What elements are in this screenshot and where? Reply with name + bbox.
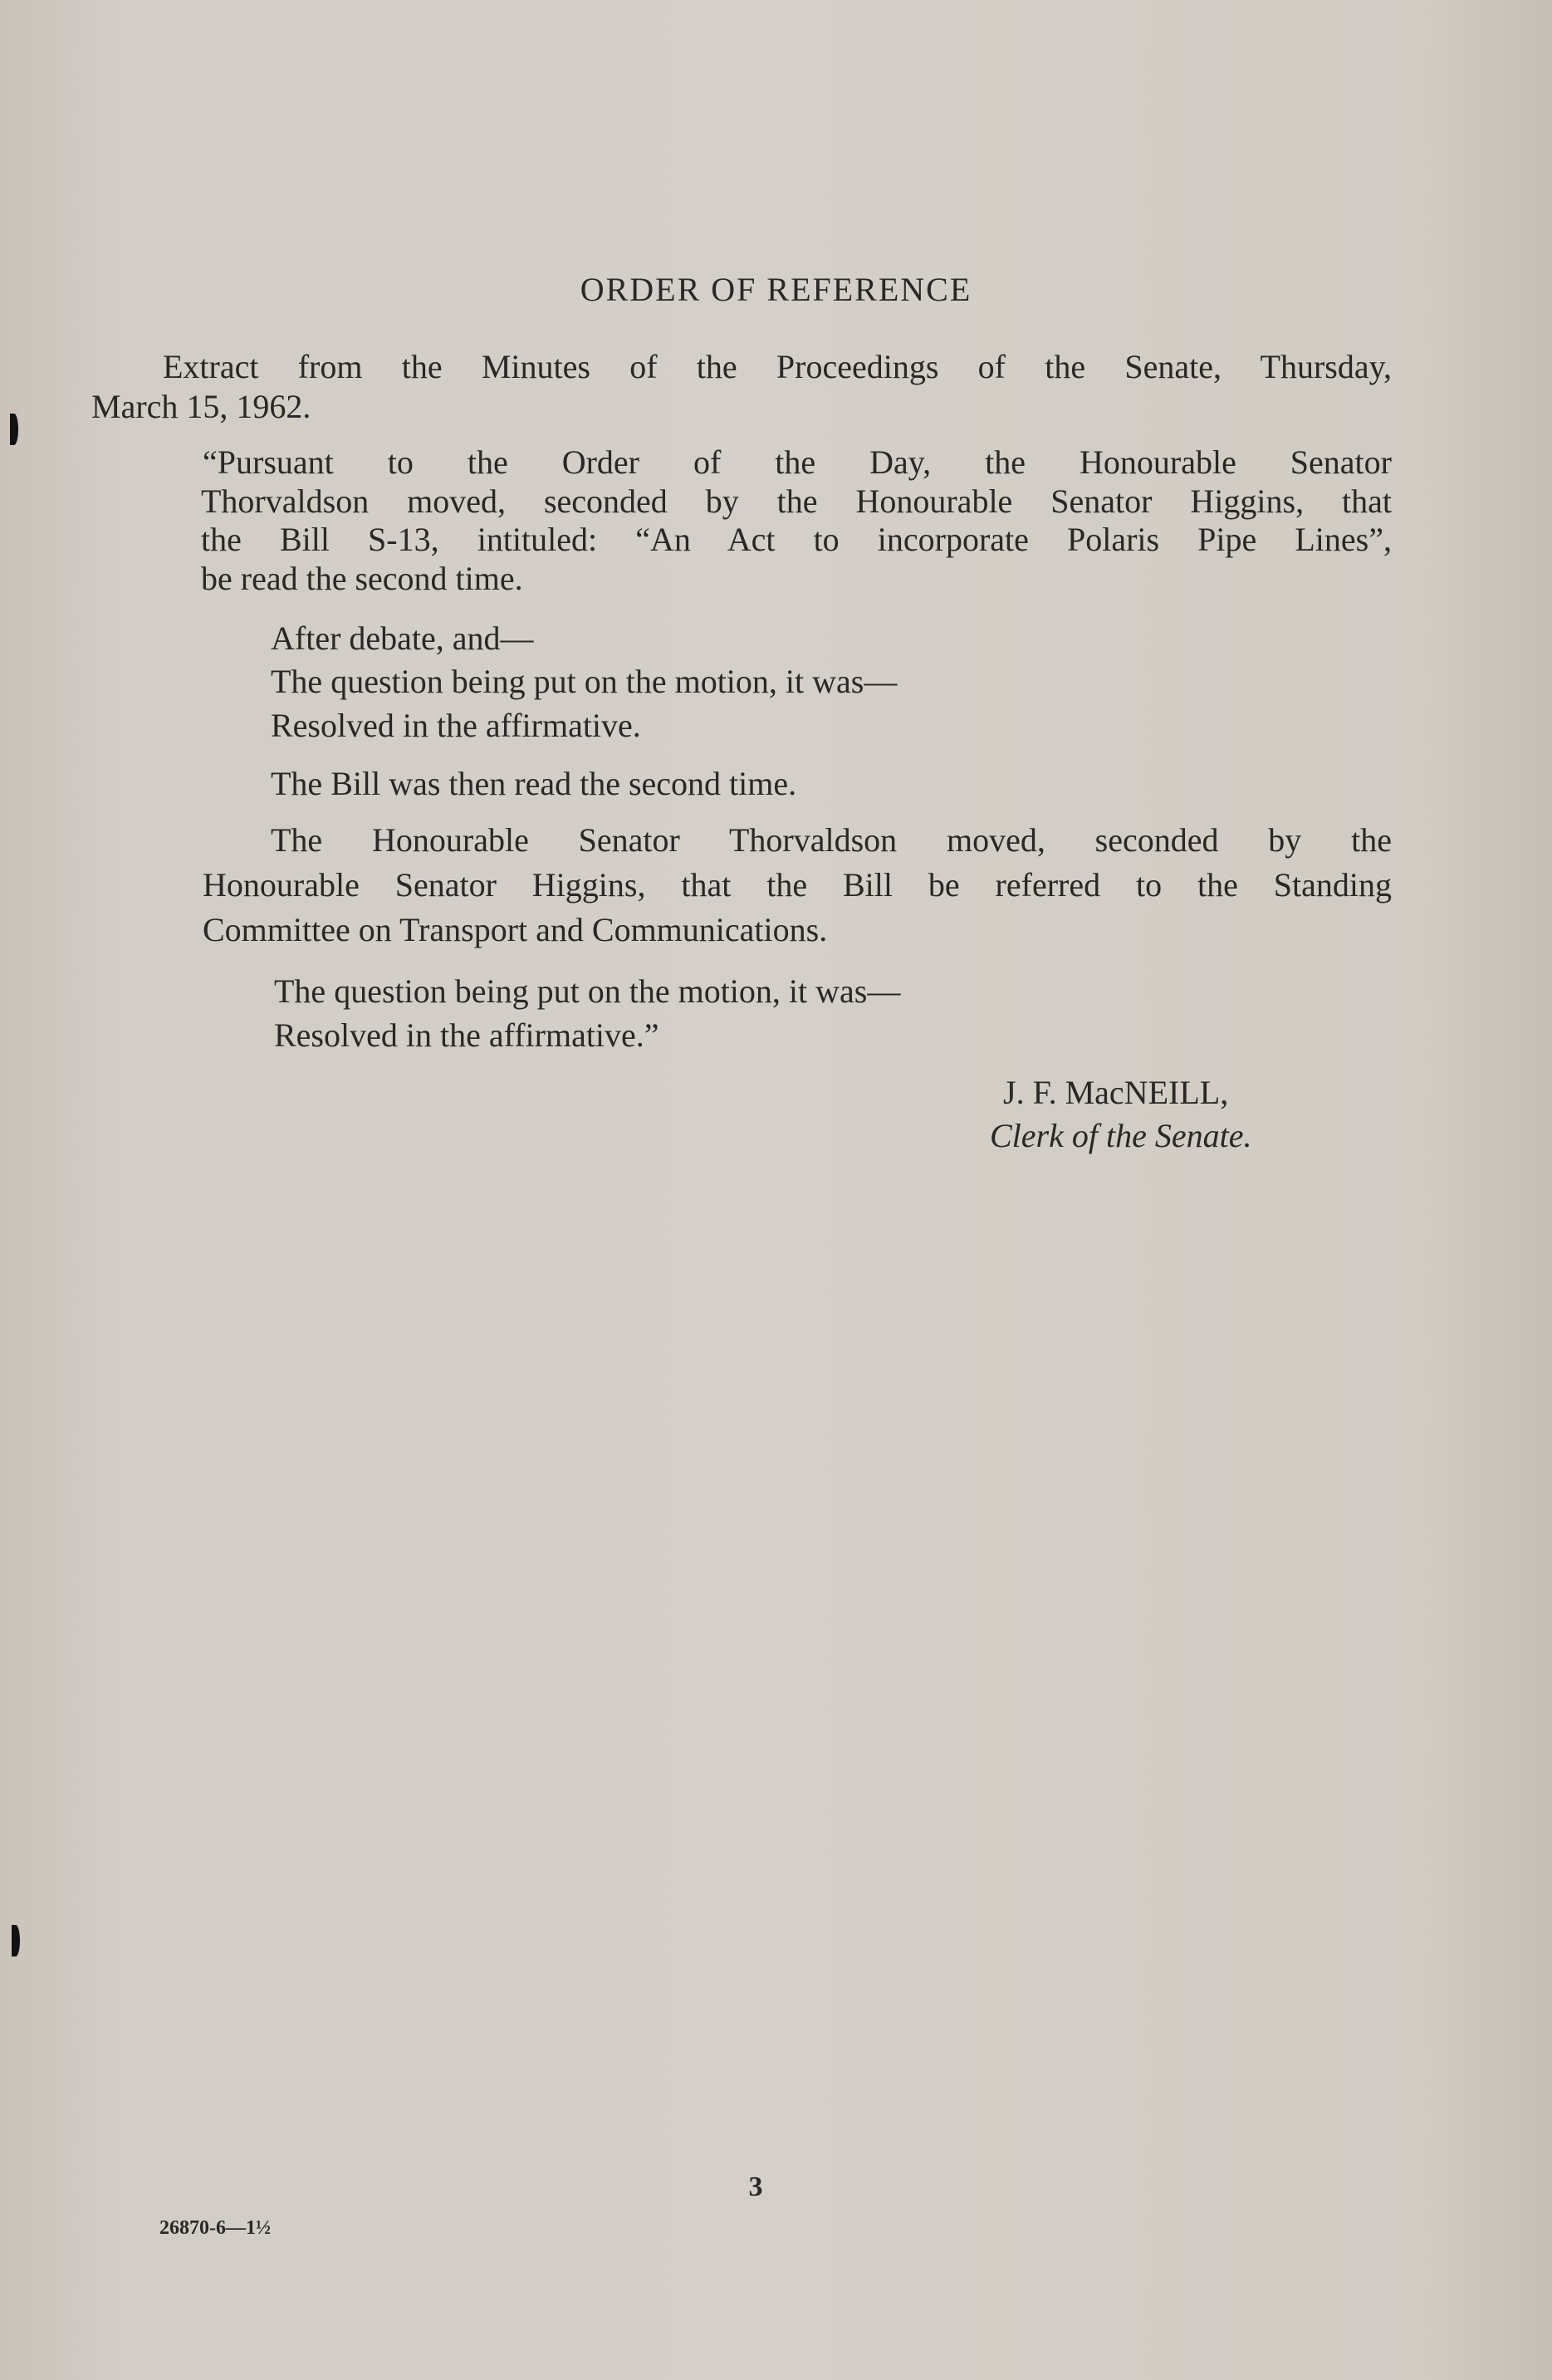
print-code: 26870-6—1½ bbox=[159, 2217, 271, 2239]
resolved-line-2: Resolved in the affirmative.” bbox=[274, 1016, 659, 1054]
pursuant-line-3-wrap bbox=[201, 520, 1392, 560]
moved-line-2-wrap bbox=[203, 865, 1392, 905]
pursuant-line-2-wrap bbox=[201, 482, 1392, 522]
moved-line-2: Honourable Senator Higgins, that the Bill be referred to the Standing bbox=[203, 866, 1392, 904]
pursuant-line-3: the Bill S-13, intituled: “An Act to incorporate Polaris Pipe Lines”, bbox=[201, 521, 1392, 558]
pursuant-line-1: “Pursuant to the Order of the Day, the Honourable Senator bbox=[203, 443, 1392, 481]
moved-paragraph bbox=[271, 820, 1392, 860]
pursuant-line-4: be read the second time. bbox=[201, 560, 523, 597]
signature-name: J. F. MacNEILL, bbox=[1003, 1074, 1229, 1111]
extract-line-2: March 15, 1962. bbox=[91, 388, 311, 425]
binding-mark-top bbox=[10, 414, 18, 445]
question-line-2: The question being put on the motion, it was— bbox=[274, 972, 901, 1010]
page-number: 3 bbox=[748, 2172, 763, 2202]
moved-line-3: Committee on Transport and Communications. bbox=[203, 911, 828, 948]
moved-line-1: The Honourable Senator Thorvaldson moved, seconded by the bbox=[271, 821, 1392, 859]
extract-paragraph bbox=[163, 347, 1392, 387]
heading: ORDER OF REFERENCE bbox=[580, 271, 972, 308]
pursuant-line-2: Thorvaldson moved, seconded by the Honourable Senator Higgins, that bbox=[201, 482, 1392, 520]
resolved-line-1: Resolved in the affirmative. bbox=[271, 707, 641, 744]
signature-title: Clerk of the Senate. bbox=[990, 1117, 1252, 1154]
question-line-1: The question being put on the motion, it was— bbox=[271, 663, 898, 700]
extract-line-1: Extract from the Minutes of the Proceedings of the Senate, Thursday, bbox=[163, 348, 1392, 385]
binding-mark-bottom bbox=[12, 1925, 20, 1956]
pursuant-paragraph bbox=[203, 443, 1392, 482]
second-time-line: The Bill was then read the second time. bbox=[271, 765, 797, 802]
after-debate: After debate, and— bbox=[271, 619, 534, 657]
